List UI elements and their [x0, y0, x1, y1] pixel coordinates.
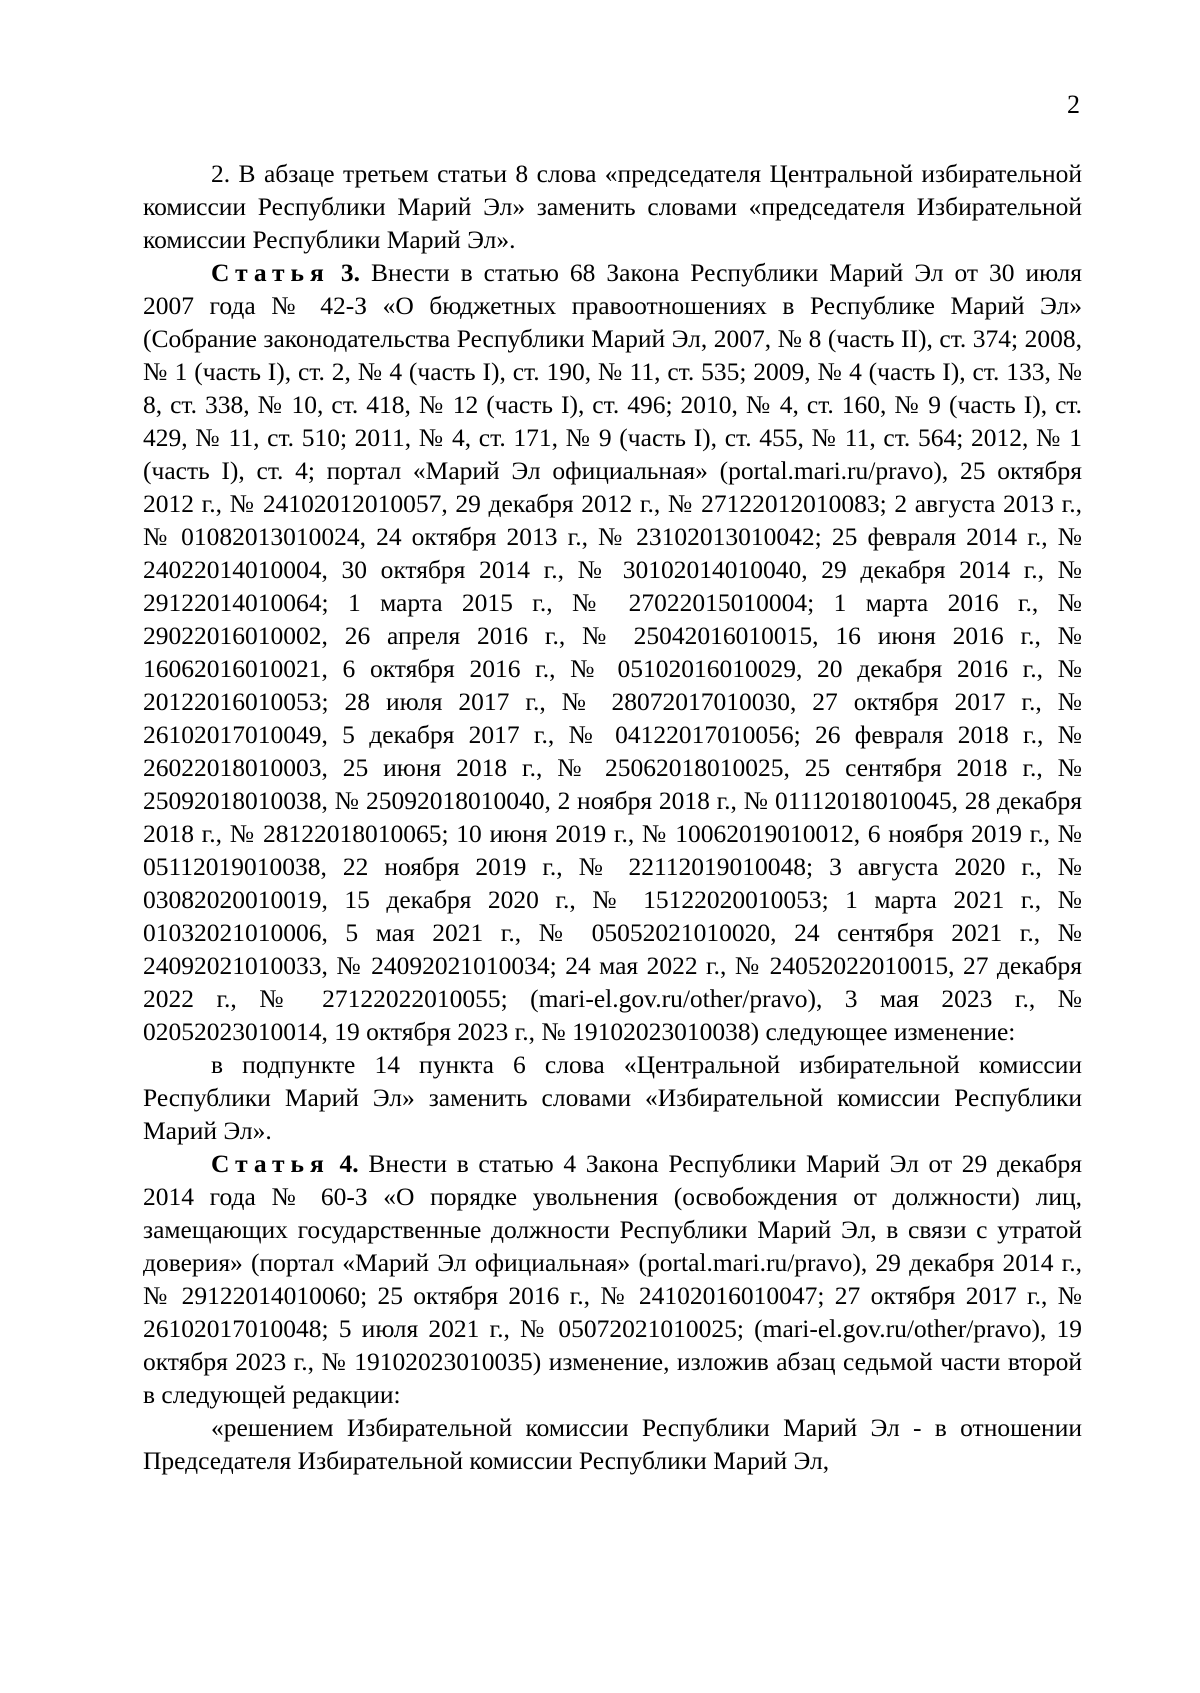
paragraph-article4 [143, 1147, 1082, 1411]
page-number: 2 [1067, 90, 1080, 119]
article-4-text: Внести в статью 4 Закона Республики Марий Эл от 29 декабря 2014 года № 60-З «О порядке увольнения (освобождения от должности) лиц, замещающих государственные должности Республики Марий Эл, в связи с утратой доверия» (портал «Марий Эл официальная» (portal.mari.ru/pravo), 29 декабря 2014 г., № 29122014010060; 25 октября 2016 г., № 24102016010047; 27 октября 2017 г., № 26102017010048; 5 июля 2021 г., № 05072021010025; (mari-el.gov.ru/other/pravo), 19 октября 2023 г., № 19102023010035) изменение, изложив абзац седьмой части второй в следующей редакции: [143, 1149, 1083, 1409]
article-3-number: 3. [340, 258, 360, 287]
paragraph-article2-item2: 2. В абзаце третьем статьи 8 слова «председателя Центральной избирательной комиссии Республики Марий Эл» заменить словами «председателя Избирательной комиссии Республики Марий Эл». [143, 159, 1082, 254]
article-4-number: 4. [339, 1149, 359, 1178]
article-3-label: Статья [211, 258, 330, 287]
article-3-text: Внести в статью 68 Закона Республики Марий Эл от 30 июля 2007 года № 42-З «О бюджетных правоотношениях в Республике Марий Эл» (Собрание законодательства Республики Марий Эл, 2007, № 8 (часть II), ст. 374; 2008, № 1 (часть I), ст. 2, № 4 (часть I), ст. 190, № 11, ст. 535; 2009, № 4 (часть I), ст. 133, № 8, ст. 338, № 10, ст. 418, № 12 (часть I), ст. 496; 2010, № 4, ст. 160, № 9 (часть I), ст. 429, № 11, ст. 510; 2011, № 4, ст. 171, № 9 (часть I), ст. 455, № 11, ст. 564; 2012, № 1 (часть I), ст. 4; портал «Марий Эл официальная» (portal.mari.ru/pravo), 25 октября 2012 г., № 24102012010057, 29 декабря 2012 г., № 27122012010083; 2 августа 2013 г., № 01082013010024, 24 октября 2013 г., № 23102013010042; 25 февраля 2014 г., № 24022014010004, 30 октября 2014 г., № 30102014010040, 29 декабря 2014 г., № 29122014010064; 1 марта 2015 г., № 27022015010004; 1 марта 2016 г., № 29022016010002, 26 апреля 2016 г., № 25042016010015, 16 июня 2016 г., № 16062016010021, 6 октября 2016 г., № 05102016010029, 20 декабря 2016 г., № 20122016010053; 28 июля 2017 г., № 28072017010030, 27 октября 2017 г., № 26102017010049, 5 декабря 2017 г., № 04122017010056; 26 февраля 2018 г., № 26022018010003, 25 июня 2018 г., № 25062018010025, 25 сентября 2018 г., № 25092018010038, № 25092018010040, 2 ноября 2018 г., № 01112018010045, 28 декабря 2018 г., № 28122018010065; 10 июня 2019 г., № 10062019010012, 6 ноября 2019 г., № 05112019010038, 22 ноября 2019 г., № 22112019010048; 3 августа 2020 г., № 03082020010019, 15 декабря 2020 г., № 15122020010053; 1 марта 2021 г., № 01032021010006, 5 мая 2021 г., № 05052021010020, 24 сентября 2021 г., № 24092021010033, № 24092021010034; 24 мая 2022 г., № 24052022010015, 27 декабря 2022 г., № 27122022010055; (mari-el.gov.ru/other/pravo), 3 мая 2023 г., № 02052023010014, 19 октября 2023 г., № 19102023010038) следующее изменение: [143, 258, 1083, 1046]
paragraph-article4-quote: «решением Избирательной комиссии Республики Марий Эл - в отношении Председателя Избирательной комиссии Республики Марий Эл, [143, 1413, 1082, 1475]
article-4-label: Статья [211, 1149, 330, 1178]
document-body [143, 157, 1082, 1477]
paragraph-article3-subitem: в подпункте 14 пункта 6 слова «Центральной избирательной комиссии Республики Марий Эл» заменить словами «Избирательной комиссии Республики Марий Эл». [143, 1050, 1082, 1145]
paragraph-article3 [143, 256, 1082, 1048]
